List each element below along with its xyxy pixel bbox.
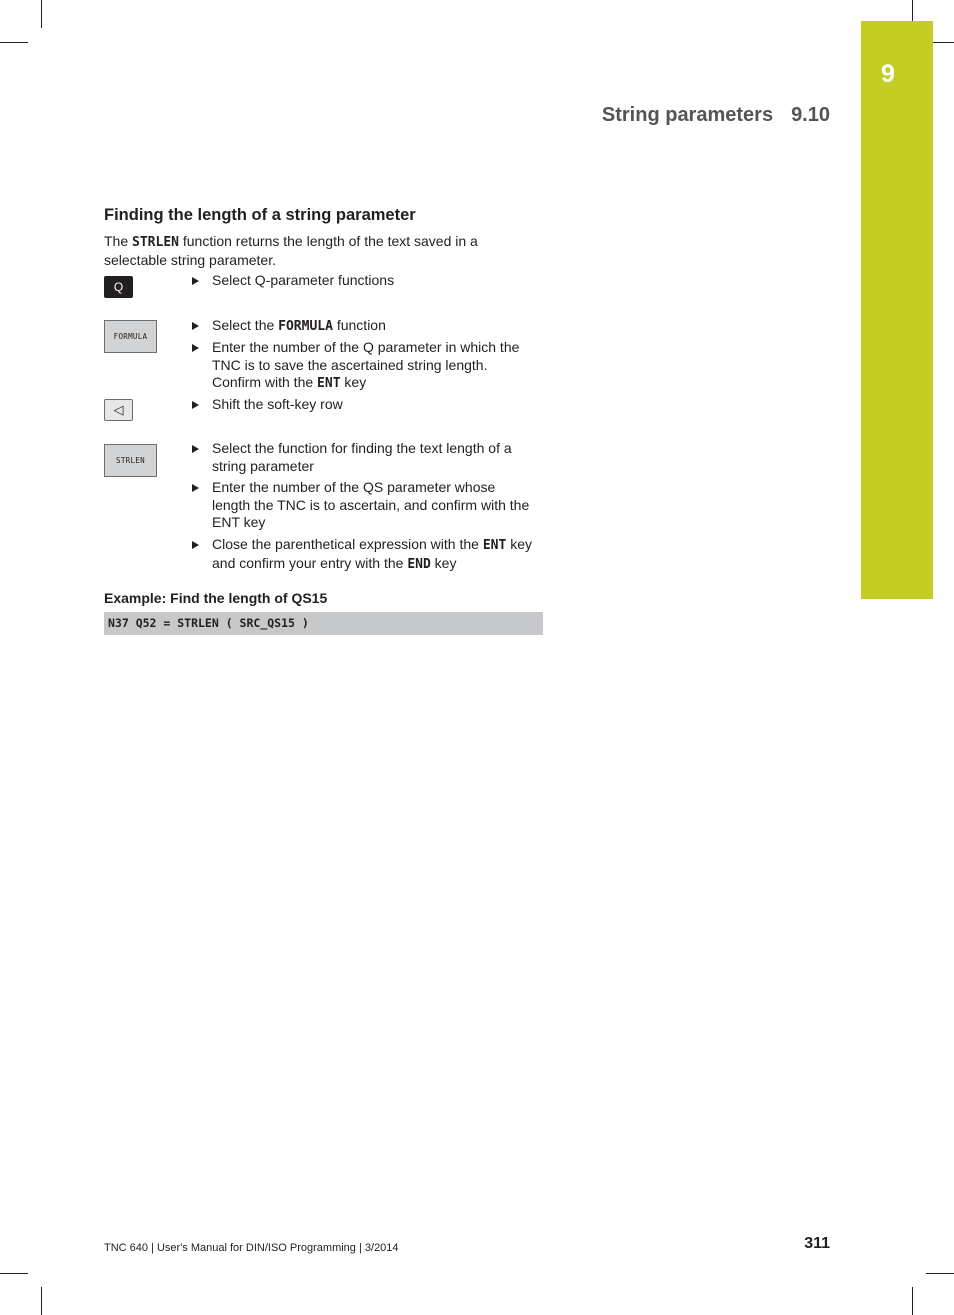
- q-key-icon[interactable]: Q: [104, 276, 133, 298]
- chapter-tab: [861, 21, 933, 599]
- crop-mark: [0, 42, 28, 43]
- running-head-section: 9.10: [791, 104, 830, 126]
- step-text: [212, 317, 532, 336]
- step-text-prefix: Close the parenthetical expression with the: [212, 536, 483, 552]
- crop-mark: [926, 1273, 954, 1274]
- step-item: [192, 440, 532, 475]
- step-keyword: ENT: [317, 376, 341, 391]
- step-text: Shift the soft-key row: [212, 396, 343, 412]
- intro-paragraph: [104, 233, 524, 269]
- step-text-prefix: Select the: [212, 317, 279, 333]
- crop-mark: [41, 0, 42, 28]
- crop-mark: [912, 1287, 913, 1315]
- step-keyword: FORMULA: [278, 319, 333, 334]
- page-number: 311: [804, 1235, 830, 1252]
- bullet-triangle-icon: [192, 484, 199, 492]
- crop-mark: [0, 1273, 28, 1274]
- intro-keyword: STRLEN: [132, 235, 179, 250]
- step-keyword: ENT: [482, 538, 507, 553]
- step-text: Enter the number of the QS parameter whose length the TNC is to ascertain, and confirm with the ENT key: [212, 479, 530, 530]
- footer-text: TNC 640 | User's Manual for DIN/ISO Programming | 3/2014: [104, 1242, 399, 1254]
- bullet-triangle-icon: [192, 445, 199, 453]
- step-text-suffix: key: [430, 554, 457, 571]
- step-text-middle: key and confirm your entry with the: [212, 536, 532, 571]
- example-code-line: N37 Q52 = STRLEN ( SRC_QS15 ): [104, 612, 543, 635]
- bullet-triangle-icon: [192, 541, 199, 549]
- chapter-number: 9: [881, 60, 895, 88]
- shift-softkey-row-icon[interactable]: ◁: [104, 399, 133, 421]
- formula-softkey[interactable]: FORMULA: [104, 320, 157, 353]
- step-item: [192, 396, 532, 414]
- step-text-suffix: function: [332, 317, 386, 333]
- step-text: Select Q-parameter functions: [212, 272, 395, 288]
- step-item: [192, 317, 532, 336]
- step-item: [192, 339, 532, 393]
- step-item: [192, 479, 532, 532]
- step-text-suffix: key: [340, 374, 367, 390]
- intro-prefix: The: [104, 233, 133, 249]
- step-keyword: END: [407, 556, 431, 572]
- step-item: [192, 536, 532, 573]
- example-heading: Example: Find the length of QS15: [104, 590, 328, 606]
- strlen-softkey[interactable]: STRLEN: [104, 444, 157, 477]
- bullet-triangle-icon: [192, 322, 199, 330]
- bullet-triangle-icon: [192, 277, 199, 285]
- bullet-triangle-icon: [192, 344, 199, 352]
- running-head: [602, 104, 830, 127]
- running-head-title: String parameters: [601, 104, 774, 126]
- step-text: [212, 536, 532, 573]
- step-text: Select the function for finding the text length of a string parameter: [212, 440, 512, 474]
- bullet-triangle-icon: [192, 401, 199, 409]
- step-text-prefix: Enter the number of the Q parameter in which the TNC is to save the ascertained string length. Confirm with the: [212, 339, 520, 390]
- crop-mark: [41, 1287, 42, 1315]
- step-text: [212, 339, 532, 393]
- intro-suffix: function returns the length of the text saved in a selectable string parameter.: [104, 233, 478, 268]
- step-item: [192, 272, 532, 290]
- section-heading: Finding the length of a string parameter: [104, 206, 416, 224]
